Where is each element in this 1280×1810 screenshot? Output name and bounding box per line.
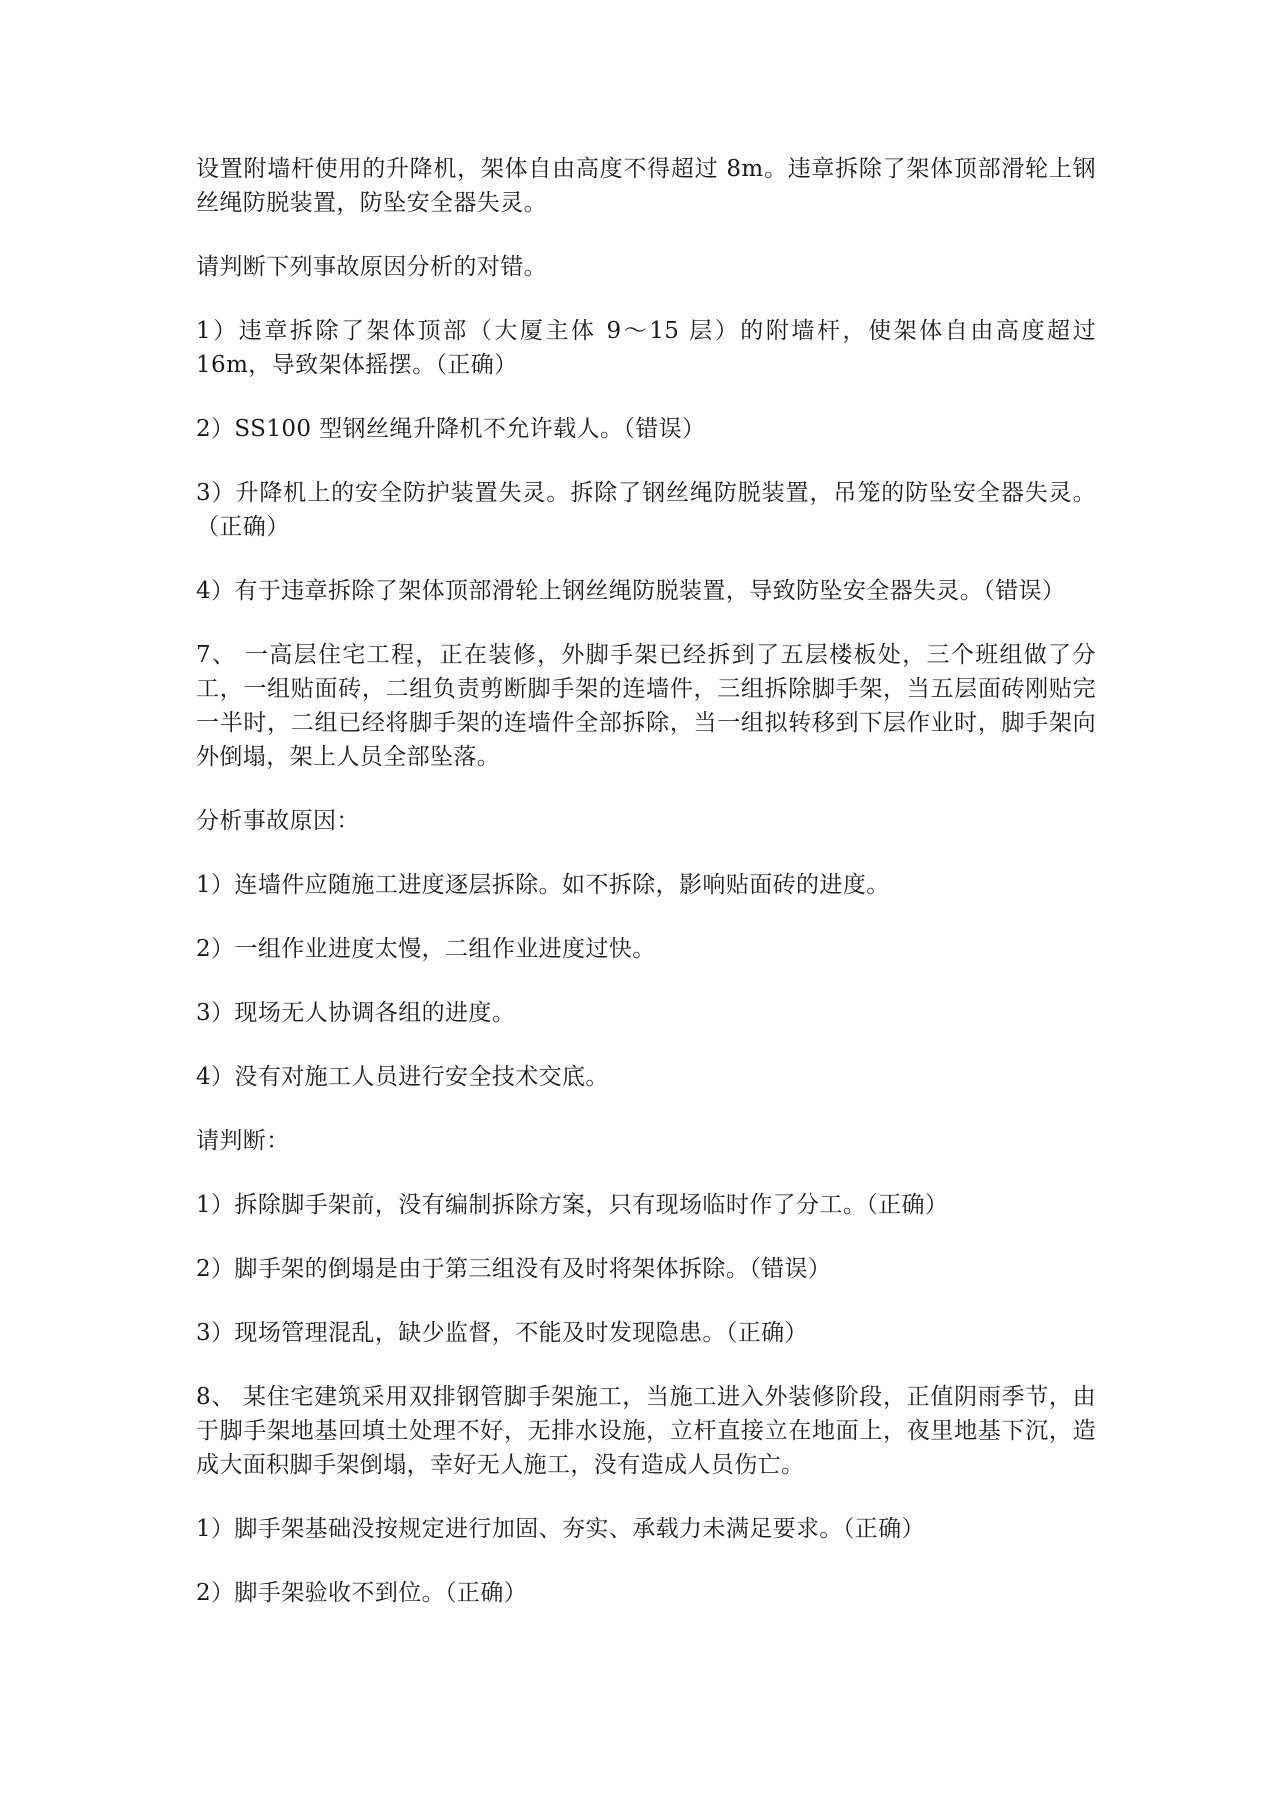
paragraph: 2）脚手架验收不到位。（正确）: [196, 1580, 528, 1606]
paragraph: 1）违章拆除了架体顶部（大厦主体 9～15 层）的附墙杆，使架体自由高度超过 16m，导致架体摇摆。（正确）: [196, 318, 1096, 378]
paragraph: 3）升降机上的安全防护装置失灵。拆除了钢丝绳防脱装置，吊笼的防坠安全器失灵。（正确）: [196, 480, 1096, 540]
paragraph: 4）没有对施工人员进行安全技术交底。: [196, 1064, 609, 1090]
paragraph: 1）脚手架基础没按规定进行加固、夯实、承载力未满足要求。（正确）: [196, 1516, 925, 1542]
paragraph: 请判断：: [196, 1128, 290, 1154]
paragraph: 1）拆除脚手架前，没有编制拆除方案，只有现场临时作了分工。（正确）: [196, 1192, 949, 1218]
paragraph: 7、 一高层住宅工程，正在装修，外脚手架已经拆到了五层楼板处，三个班组做了分工，一组贴面砖，二组负责剪断脚手架的连墙件，三组拆除脚手架，当五层面砖刚贴完一半时，二组已经将脚手架的连墙件全部拆除，当一组拟转移到下层作业时，脚手架向外倒塌，架上人员全部坠落。: [196, 642, 1096, 770]
document-page: [196, 152, 1096, 1640]
paragraph: 分析事故原因：: [196, 808, 360, 834]
paragraph: 2）一组作业进度太慢，二组作业进度过快。: [196, 936, 656, 962]
paragraph: 8、 某住宅建筑采用双排钢管脚手架施工，当施工进入外装修阶段，正值阴雨季节，由于脚手架地基回填土处理不好，无排水设施，立杆直接立在地面上，夜里地基下沉，造成大面积脚手架倒塌，幸好无人施工，没有造成人员伤亡。: [196, 1384, 1096, 1478]
paragraph: 设置附墙杆使用的升降机，架体自由高度不得超过 8m。违章拆除了架体顶部滑轮上钢丝绳防脱装置，防坠安全器失灵。: [196, 156, 1096, 216]
paragraph: 2）脚手架的倒塌是由于第三组没有及时将架体拆除。（错误）: [196, 1256, 832, 1282]
paragraph: 2）SS100 型钢丝绳升降机不允许载人。（错误）: [196, 416, 706, 442]
paragraph: 4）有于违章拆除了架体顶部滑轮上钢丝绳防脱装置，导致防坠安全器失灵。（错误）: [196, 578, 1066, 604]
paragraph: 1）连墙件应随施工进度逐层拆除。如不拆除，影响贴面砖的进度。: [196, 872, 890, 898]
paragraph: 3）现场无人协调各组的进度。: [196, 1000, 516, 1026]
paragraph: 请判断下列事故原因分析的对错。: [196, 254, 547, 280]
paragraph: 3）现场管理混乱，缺少监督，不能及时发现隐患。（正确）: [196, 1320, 808, 1346]
